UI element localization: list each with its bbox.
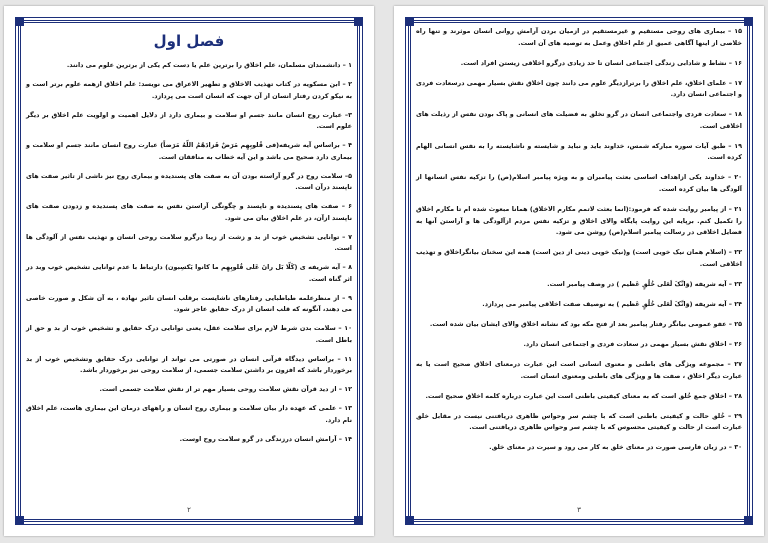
list-item: ۲۳ – آیه شریفه (وَانَّکَ لَعَلی خُلُقٍ عَظیم ) در وصف پیامبر است. [547, 279, 742, 288]
list-item: ۱۰ – سلامت بدن شرط لازم برای سلامت عقل، یعنی توانایی درک حقایق و تشخیص خوب از بد و حق از باطل است. [26, 324, 352, 344]
list-item: ۲ – ابن مسکویه در کتاب تهذیب الاخلاق و تطهیر الاعراق می نویسد: علم اخلاق ازهمه علوم برتر است و به نیکو کردن رفتار انسان از آن جهت که انسان است می پردازد. [26, 80, 352, 100]
border-corner-ornament [405, 17, 414, 26]
border-corner-ornament [354, 17, 363, 26]
border-corner-ornament [354, 516, 363, 525]
chapter-title: فصل اول [153, 32, 225, 50]
list-item: ۲۴ – آیه شریفه (وَانَّکَ لَعَلی خُلُقٍ عَظیم ) به توصیف صفت اخلاقی پیامبر می پردازد. [482, 299, 742, 308]
border-corner-ornament [744, 17, 753, 26]
list-item: ۱۸ – سعادت فردی واجتماعی انسان در گرو تخلق به فضیلت های انسانی و پاک بودن نفس از رذیلت های اخلاقی است. [416, 110, 742, 130]
border-corner-ornament [15, 17, 24, 26]
list-item: ۵– سلامت روح در گرو آراسته بودن آن به صفت های پسندیده و بیماری روح نیز ناشی از تاثیر صفت های ناپسند درآن است. [26, 171, 352, 191]
list-item: ۲۷ – مجموعه ویژگی های باطنی و معنوی انسانی است این عبارت درمعنای اخلاق صحیح است یا به عبارت دیگر اخلاق ، صفت ها و ویژگی های باطنی ومعنوی انسان است. [416, 360, 742, 380]
border-corner-ornament [405, 516, 414, 525]
list-item: ۲۹ – خُلق حالت و کیفیتی باطنی است که با چشم سر وحواس ظاهری دریافتنی نیست در مقابل خلق عبارت است از حالت و کیفیتی محسوس که با چشم سر وحواس ظاهری دریافتنی است. [416, 411, 742, 432]
list-item: ۱ – دانشمندان مسلمان، علم اخلاق را برترین علم یا دست کم یکی از برترین علوم می دانند. [66, 61, 352, 69]
list-item: ۳– عبارت روح انسان مانند جسم او سلامت و بیماری دارد از دلایل اهمیت و اولویت علم اخلاق بر دیگر علوم است. [26, 110, 352, 130]
left-page-content [26, 26, 352, 512]
list-item: ۲۰ – خداوند یکی ازاهداف اساسی بعثت پیامبران و به ویژه پیامبر اسلام(ص) را تزکیه نفس انسانها از آلودگی ها بیان کرده است. [416, 173, 742, 193]
list-item: ۱۵ – بیماری های روحی مستقیم و غیرمستقیم در ازمیان بردن آرامش روانی انسان موثرند و تنها راه خلاصی از اینها آگاهی عمیق از علم اخلاق وعمل به توصیه های آن است. [416, 27, 742, 47]
list-item: ۱۳ – علمی که عهده دار بیان سلامت و بیماری روح انسان و راههای درمان این بیماری هاست، علم اخلاق نام دارد. [26, 404, 352, 424]
list-item: ۲۱ – از پیامبر روایت شده که فرمود:(انما بعثت لاتمم مکارم الاخلاق) همانا مبعوث شده ام تا مکارم اخلاق را تکمیل کنم. برپایه این روایت پایگاه والای اخلاق و تزکیه نفس مردم ازآلودگی ها و آراستن آنها به فضایل اخلاقی در رسالت پیامبر اسلام(ص) روشن می شود. [416, 205, 742, 237]
list-item: ۲۲ – (اسلام همان نیک خویی است) و(نیک خویی دینی از دین است) همه این سخنان بیانگراخلاق و تهذیب اخلاقی است. [416, 248, 742, 268]
list-item: ۲۵ – عفو عمومی بیانگر رفتار پیامبر بعد از فتح مکه بود که نشانه اخلاق والای ایشان بیان شده است. [429, 319, 742, 328]
page-number: ۲ [187, 506, 191, 514]
list-item: ۱۱ – براساس دیدگاه قرآنی انسان در صورتی می تواند از توانایی درک حقایق وتشخیص خوب از بد برخوردار باشد که افزون بر داشتن سلامت جسمی، از سلامت روحی نیز برخوردار باشد. [26, 354, 352, 374]
page-number: ۳ [577, 506, 581, 514]
right-page [394, 6, 764, 536]
left-page [4, 6, 374, 536]
list-item: ۷ – توانایی تشخیص خوب از بد و زشت از زیبا درگرو سلامت روحی انسان و تهذیب نفس از آلودگی ها است. [26, 232, 352, 252]
list-item: ۳۰ – در زبان فارسی صورت در معنای خلق به کار می رود و سیرت در معنای خلق. [489, 443, 742, 452]
list-item: ۹ – از منظرعلمه طباطبایی رفتارهای ناشایست برقلب انسان تاثیر نهاده ، به آن شکل و صورت خاصی می دهند، آنگونه که قلب انسان از درک حقایق عاجز شود. [26, 293, 352, 313]
list-item: ۶ – صفت های پسندیده و ناپسند و چگونگی آراستن نفس به صفت های پسندیده و زدودن صفت های ناپسند ازآن، در علم اخلاق بیان می شود. [26, 202, 352, 222]
list-item: ۴ – براساس آیه شریفه(فی قُلوبِهِم مَرَضٌ فَزادَهُمُ اللّهُ مَرَضاً) عبارت روح انسان مانند جسم او سلامت و بیماری دارد صحیح می باشد و این آیه خطاب به منافقان است. [26, 141, 352, 161]
border-corner-ornament [15, 516, 24, 525]
list-item: ۱۲ – از دید قرآن نقش سلامت روحی بسیار مهم تر از نقش سلامت جسمی است. [99, 385, 352, 393]
list-item: ۱۹ – طبق آیات سوره مبارکه شمس، خداوند باید و نباید و شایسته و ناشایسته را به نفس انسانی الهام کرده است. [416, 141, 742, 162]
list-item: ۲۸ – اخلاق جمع خُلق است که به معنای کیفیتی باطنی است این عبارت درباره کلمه اخلاق صحیح است. [425, 391, 742, 400]
border-corner-ornament [744, 516, 753, 525]
list-item: ۸ – آیه شریفه ی (کَلّا بَل رانَ عَلی قُلوبِهِم ما کانوا یَکسِبون) دارتباط با عدم توانایی تشخیص خوب وبد در اثر گناه است. [26, 263, 352, 283]
right-page-content [416, 26, 742, 512]
list-item: ۱۴ – آرامش انسان درزندگی در گرو سلامت روح اوست. [179, 434, 352, 443]
list-item: ۱۷ – علمای اخلاق، علم اخلاق را برترازدیگر علوم می دانند چون اخلاق نقش بسیار مهمی درسعادت فردی و اجتماعی انسان دارد. [416, 78, 742, 99]
list-item: ۱۶ – نشاط و شادابی زندگی اجتماعی انسان تا حد زیادی درگرو اخلاقی زیستن افراد است. [460, 58, 742, 67]
list-item: ۲۶ – اخلاق نقش بسیار مهمی در سعادت فردی و اجتماعی انسان دارد. [523, 340, 742, 349]
